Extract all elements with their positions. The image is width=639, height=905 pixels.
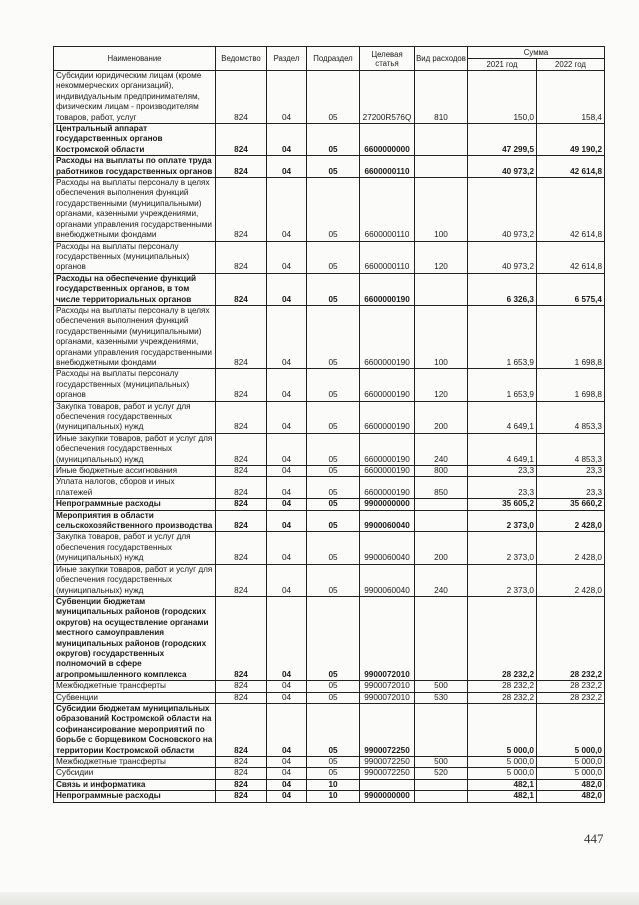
cell-subsection: 05: [307, 564, 360, 596]
cell-dept: 824: [216, 305, 267, 368]
cell-subsection: 05: [307, 305, 360, 368]
table-row: [54, 791, 605, 802]
cell-name: Иные закупки товаров, работ и услуг для обеспечения государственных (муниципальных) нужд: [54, 564, 216, 596]
cell-2022: 23,3: [537, 466, 605, 477]
table-row: [54, 305, 605, 368]
cell-2021: 482,1: [468, 791, 537, 802]
cell-kind: 100: [415, 178, 468, 241]
cell-2022: 158,4: [537, 71, 605, 124]
cell-subsection: 05: [307, 768, 360, 779]
cell-dept: 824: [216, 757, 267, 768]
cell-section: 04: [267, 596, 307, 680]
cell-target: 6600000110: [360, 156, 415, 178]
cell-section: 04: [267, 178, 307, 241]
cell-subsection: 05: [307, 433, 360, 465]
table-row: [54, 466, 605, 477]
cell-dept: 824: [216, 273, 267, 305]
cell-kind: [415, 124, 468, 156]
cell-subsection: 10: [307, 779, 360, 790]
cell-kind: 120: [415, 369, 468, 401]
table-row: [54, 124, 605, 156]
cell-name: Расходы на выплаты персоналу государственных (муниципальных) органов: [54, 241, 216, 273]
header-dept: Ведомство: [216, 47, 267, 71]
cell-target: 6600000110: [360, 178, 415, 241]
cell-section: 04: [267, 71, 307, 124]
header-subsection: Подраздел: [307, 47, 360, 71]
cell-dept: 824: [216, 532, 267, 564]
cell-subsection: 05: [307, 532, 360, 564]
cell-2021: 28 232,2: [468, 596, 537, 680]
cell-2021: 40 973,2: [468, 178, 537, 241]
cell-2021: 4 649,1: [468, 401, 537, 433]
cell-dept: 824: [216, 596, 267, 680]
cell-dept: 824: [216, 692, 267, 703]
cell-dept: 824: [216, 433, 267, 465]
cell-2022: 49 190,2: [537, 124, 605, 156]
cell-subsection: 05: [307, 757, 360, 768]
cell-target: 9900072250: [360, 768, 415, 779]
cell-2021: 5 000,0: [468, 768, 537, 779]
cell-section: 04: [267, 768, 307, 779]
cell-subsection: 05: [307, 124, 360, 156]
cell-2021: 150,0: [468, 71, 537, 124]
table-row: [54, 273, 605, 305]
cell-target: 9900072250: [360, 703, 415, 756]
table-header: [54, 47, 605, 71]
cell-subsection: 05: [307, 273, 360, 305]
cell-target: 9900000000: [360, 791, 415, 802]
header-name: Наименование: [54, 47, 216, 71]
cell-2022: 4 853,3: [537, 433, 605, 465]
cell-kind: 530: [415, 692, 468, 703]
cell-subsection: 10: [307, 791, 360, 802]
cell-name: Расходы на выплаты персоналу государственных (муниципальных) органов: [54, 369, 216, 401]
table-row: [54, 71, 605, 124]
cell-target: 6600000110: [360, 241, 415, 273]
header-target: Целевая статья: [360, 47, 415, 71]
cell-2021: 2 373,0: [468, 564, 537, 596]
cell-section: 04: [267, 305, 307, 368]
cell-subsection: 05: [307, 178, 360, 241]
cell-target: 6600000190: [360, 401, 415, 433]
cell-2022: 1 698,8: [537, 369, 605, 401]
cell-subsection: 05: [307, 681, 360, 692]
cell-target: 6600000190: [360, 477, 415, 499]
table-row: [54, 241, 605, 273]
cell-subsection: 05: [307, 692, 360, 703]
cell-target: 9900000000: [360, 499, 415, 510]
cell-2022: 2 428,0: [537, 510, 605, 532]
cell-dept: 824: [216, 791, 267, 802]
cell-2022: 28 232,2: [537, 596, 605, 680]
cell-subsection: 05: [307, 510, 360, 532]
cell-section: 04: [267, 241, 307, 273]
cell-section: 04: [267, 466, 307, 477]
table-row: [54, 178, 605, 241]
cell-name: Субсидии юридическим лицам (кроме некоммерческих организаций), индивидуальным предпринимателям, физическим лицам - производителям товаров, работ, услуг: [54, 71, 216, 124]
cell-section: 04: [267, 156, 307, 178]
table-row: [54, 477, 605, 499]
cell-2022: 6 575,4: [537, 273, 605, 305]
cell-dept: 824: [216, 477, 267, 499]
table-row: [54, 692, 605, 703]
header-sum: Сумма: [468, 47, 605, 59]
cell-2021: 2 373,0: [468, 510, 537, 532]
cell-subsection: 05: [307, 703, 360, 756]
header-2022: 2022 год: [537, 59, 605, 71]
cell-kind: [415, 510, 468, 532]
table-row: [54, 681, 605, 692]
cell-subsection: 05: [307, 401, 360, 433]
cell-name: Мероприятия в области сельскохозяйственного производства: [54, 510, 216, 532]
cell-kind: [415, 791, 468, 802]
cell-2022: 482,0: [537, 791, 605, 802]
cell-section: 04: [267, 564, 307, 596]
table-row: [54, 510, 605, 532]
cell-dept: 824: [216, 241, 267, 273]
cell-name: Субвенции: [54, 692, 216, 703]
cell-target: 6600000190: [360, 466, 415, 477]
cell-kind: [415, 779, 468, 790]
cell-kind: 100: [415, 305, 468, 368]
table-row: [54, 532, 605, 564]
cell-target: 6600000190: [360, 305, 415, 368]
header-2021: 2021 год: [468, 59, 537, 71]
cell-2021: 28 232,2: [468, 692, 537, 703]
cell-kind: 810: [415, 71, 468, 124]
cell-name: Иные бюджетные ассигнования: [54, 466, 216, 477]
cell-name: Субсидии: [54, 768, 216, 779]
cell-section: 04: [267, 681, 307, 692]
cell-target: 9900060040: [360, 510, 415, 532]
cell-section: 04: [267, 757, 307, 768]
cell-name: Межбюджетные трансферты: [54, 757, 216, 768]
cell-dept: 824: [216, 564, 267, 596]
cell-kind: [415, 703, 468, 756]
cell-kind: 120: [415, 241, 468, 273]
cell-2021: 6 326,3: [468, 273, 537, 305]
cell-name: Расходы на выплаты персоналу в целях обеспечения выполнения функций государственными (муниципальными) органами, казенными учреждениями, органами управления государственными внебюджетными фондами: [54, 305, 216, 368]
cell-subsection: 05: [307, 466, 360, 477]
cell-kind: 240: [415, 564, 468, 596]
cell-kind: 200: [415, 532, 468, 564]
cell-2021: 4 649,1: [468, 433, 537, 465]
cell-name: Непрограммные расходы: [54, 791, 216, 802]
cell-2021: 40 973,2: [468, 241, 537, 273]
cell-kind: 850: [415, 477, 468, 499]
cell-2021: 482,1: [468, 779, 537, 790]
cell-2022: 482,0: [537, 779, 605, 790]
cell-target: 9900072010: [360, 596, 415, 680]
header-kind: Вид расходов: [415, 47, 468, 71]
cell-target: 9900060040: [360, 532, 415, 564]
cell-dept: 824: [216, 703, 267, 756]
cell-2022: 42 614,8: [537, 178, 605, 241]
cell-section: 04: [267, 369, 307, 401]
cell-kind: [415, 596, 468, 680]
table-row: [54, 757, 605, 768]
table-row: [54, 768, 605, 779]
cell-name: Закупка товаров, работ и услуг для обеспечения государственных (муниципальных) нужд: [54, 401, 216, 433]
cell-name: Субвенции бюджетам муниципальных районов (городских округов) на осуществление органами местного самоуправления муниципальных районов (городских округов) государственных полномочий в сфере агропромышленного комплекса: [54, 596, 216, 680]
cell-target: 27200R576Q: [360, 71, 415, 124]
table-row: [54, 156, 605, 178]
cell-kind: 200: [415, 401, 468, 433]
table-row: [54, 499, 605, 510]
cell-kind: [415, 273, 468, 305]
cell-2021: 5 000,0: [468, 703, 537, 756]
cell-2022: 42 614,8: [537, 156, 605, 178]
cell-section: 04: [267, 532, 307, 564]
cell-kind: 520: [415, 768, 468, 779]
cell-section: 04: [267, 401, 307, 433]
cell-target: 6600000000: [360, 124, 415, 156]
cell-2021: 35 605,2: [468, 499, 537, 510]
cell-dept: 824: [216, 779, 267, 790]
cell-dept: 824: [216, 401, 267, 433]
cell-name: Расходы на выплаты персоналу в целях обеспечения выполнения функций государственными (муниципальными) органами, казенными учреждениями, органами управления государственными внебюджетными фондами: [54, 178, 216, 241]
cell-target: 9900072010: [360, 692, 415, 703]
cell-2021: 2 373,0: [468, 532, 537, 564]
cell-section: 04: [267, 779, 307, 790]
cell-target: [360, 779, 415, 790]
cell-2021: 47 299,5: [468, 124, 537, 156]
header-section: Раздел: [267, 47, 307, 71]
cell-target: 6600000190: [360, 433, 415, 465]
table-row: [54, 401, 605, 433]
cell-2022: 28 232,2: [537, 681, 605, 692]
cell-target: 9900060040: [360, 564, 415, 596]
cell-target: 6600000190: [360, 369, 415, 401]
cell-target: 6600000190: [360, 273, 415, 305]
cell-dept: 824: [216, 510, 267, 532]
table-body: [54, 71, 605, 803]
cell-subsection: 05: [307, 499, 360, 510]
cell-name: Межбюджетные трансферты: [54, 681, 216, 692]
cell-section: 04: [267, 499, 307, 510]
cell-name: Связь и информатика: [54, 779, 216, 790]
cell-kind: 240: [415, 433, 468, 465]
table-row: [54, 596, 605, 680]
cell-kind: 500: [415, 681, 468, 692]
cell-name: Закупка товаров, работ и услуг для обеспечения государственных (муниципальных) нужд: [54, 532, 216, 564]
table-row: [54, 433, 605, 465]
cell-section: 04: [267, 433, 307, 465]
cell-2022: 2 428,0: [537, 532, 605, 564]
cell-subsection: 05: [307, 71, 360, 124]
cell-dept: 824: [216, 466, 267, 477]
cell-2021: 1 653,9: [468, 369, 537, 401]
cell-section: 04: [267, 477, 307, 499]
cell-name: Центральный аппарат государственных органов Костромской области: [54, 124, 216, 156]
cell-kind: [415, 156, 468, 178]
cell-dept: 824: [216, 124, 267, 156]
cell-section: 04: [267, 791, 307, 802]
cell-2022: 23,3: [537, 477, 605, 499]
cell-subsection: 05: [307, 596, 360, 680]
cell-2021: 23,3: [468, 466, 537, 477]
cell-dept: 824: [216, 71, 267, 124]
cell-name: Субсидии бюджетам муниципальных образований Костромской области на софинансирование мероприятий по борьбе с борщевиком Сосновского на территории Костромской области: [54, 703, 216, 756]
cell-2022: 1 698,8: [537, 305, 605, 368]
cell-2021: 28 232,2: [468, 681, 537, 692]
cell-2022: 35 660,2: [537, 499, 605, 510]
cell-subsection: 05: [307, 477, 360, 499]
cell-section: 04: [267, 124, 307, 156]
cell-2022: 5 000,0: [537, 703, 605, 756]
table-row: [54, 564, 605, 596]
cell-2022: 2 428,0: [537, 564, 605, 596]
cell-subsection: 05: [307, 241, 360, 273]
cell-name: Непрограммные расходы: [54, 499, 216, 510]
cell-kind: 500: [415, 757, 468, 768]
cell-section: 04: [267, 692, 307, 703]
cell-name: Расходы на обеспечение функций государственных органов, в том числе территориальных органов: [54, 273, 216, 305]
cell-dept: 824: [216, 499, 267, 510]
cell-dept: 824: [216, 156, 267, 178]
cell-2022: 28 232,2: [537, 692, 605, 703]
cell-2022: 42 614,8: [537, 241, 605, 273]
cell-2022: 4 853,3: [537, 401, 605, 433]
cell-section: 04: [267, 703, 307, 756]
budget-table: [53, 46, 605, 803]
page-number: 447: [584, 831, 604, 846]
cell-name: Расходы на выплаты по оплате труда работников государственных органов: [54, 156, 216, 178]
table-row: [54, 703, 605, 756]
cell-subsection: 05: [307, 156, 360, 178]
cell-kind: 800: [415, 466, 468, 477]
table-row: [54, 369, 605, 401]
cell-dept: 824: [216, 768, 267, 779]
cell-subsection: 05: [307, 369, 360, 401]
cell-2022: 5 000,0: [537, 768, 605, 779]
cell-dept: 824: [216, 369, 267, 401]
cell-2021: 23,3: [468, 477, 537, 499]
cell-kind: [415, 499, 468, 510]
cell-target: 9900072010: [360, 681, 415, 692]
cell-2022: 5 000,0: [537, 757, 605, 768]
cell-section: 04: [267, 510, 307, 532]
table-row: [54, 779, 605, 790]
cell-target: 9900072250: [360, 757, 415, 768]
cell-2021: 40 973,2: [468, 156, 537, 178]
cell-name: Иные закупки товаров, работ и услуг для обеспечения государственных (муниципальных) нужд: [54, 433, 216, 465]
cell-section: 04: [267, 273, 307, 305]
cell-dept: 824: [216, 178, 267, 241]
cell-dept: 824: [216, 681, 267, 692]
cell-2021: 5 000,0: [468, 757, 537, 768]
cell-name: Уплата налогов, сборов и иных платежей: [54, 477, 216, 499]
cell-2021: 1 653,9: [468, 305, 537, 368]
scan-edge: [0, 892, 639, 905]
